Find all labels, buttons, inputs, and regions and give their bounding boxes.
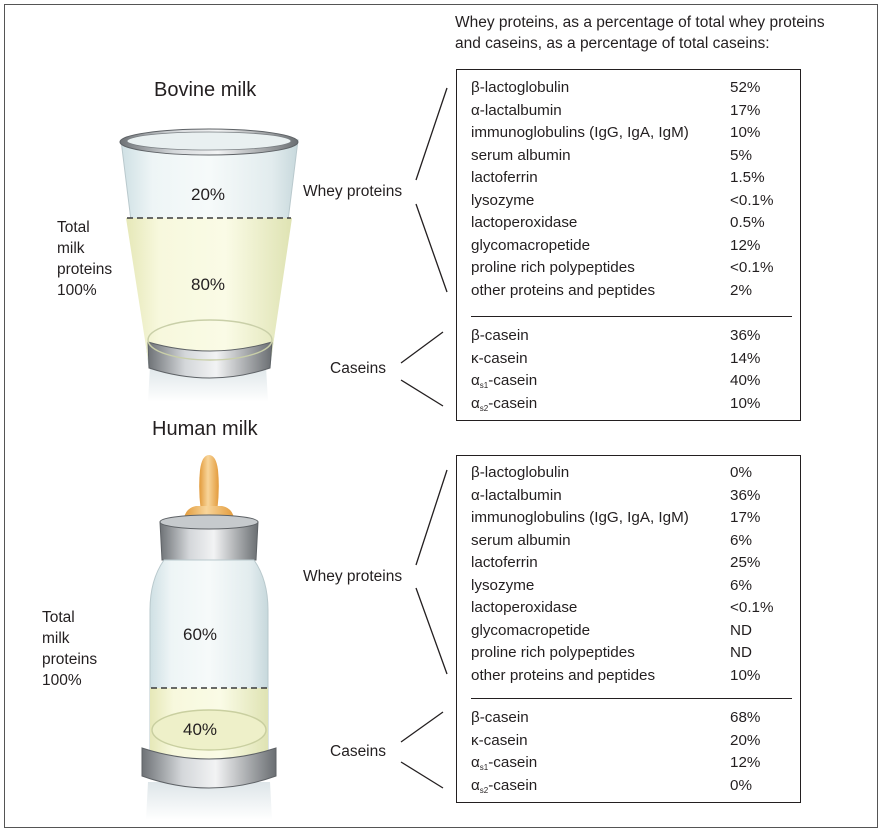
glass-icon xyxy=(120,129,298,402)
table-row: proline rich polypeptides <0.1% xyxy=(471,259,774,276)
bovine-connectors xyxy=(401,88,447,406)
human-casein-label: Caseins xyxy=(330,743,386,760)
table-row: serum albumin 5% xyxy=(471,146,752,164)
table-row: immunoglobulins (IgG, IgA, IgM) 10% xyxy=(471,124,761,141)
human-protein-table xyxy=(456,455,801,803)
bovine-casein-percent: 80% xyxy=(191,275,226,294)
table-row: immunoglobulins (IgG, IgA, IgM) 17% xyxy=(471,509,761,526)
table-row: κ-casein 20% xyxy=(471,731,761,749)
table-row: glycomacropetide ND xyxy=(471,621,752,639)
header-line-1: Whey proteins, as a percentage of total whey proteins xyxy=(455,14,825,31)
bovine-casein-label: Caseins xyxy=(330,360,386,377)
table-row: α-lactalbumin 36% xyxy=(471,486,761,504)
table-row: proline rich polypeptides ND xyxy=(471,644,752,661)
table-divider xyxy=(471,698,792,699)
table-row: β-lactoglobulin 0% xyxy=(471,464,752,481)
table-row: $\alpha_{s1}$-casein 12% xyxy=(471,754,761,772)
human-whey-label: Whey proteins xyxy=(303,568,403,585)
table-row: β-casein 36% xyxy=(471,327,761,344)
human-whey-percent: 60% xyxy=(183,625,218,644)
table-row: lysozyme 6% xyxy=(471,576,752,594)
table-row: $\alpha_{s2}$-casein 0% xyxy=(471,776,752,795)
human-title: Human milk xyxy=(152,418,258,440)
human-casein-percent: 40% xyxy=(183,720,218,739)
human-connectors xyxy=(401,470,447,788)
bovine-protein-table xyxy=(456,69,801,421)
table-row: $\alpha_{s1}$-casein 40% xyxy=(471,372,761,390)
table-row: α-lactalbumin 17% xyxy=(471,101,761,119)
bovine-title: Bovine milk xyxy=(154,79,257,101)
table-row: lactoferrin 25% xyxy=(471,554,761,571)
header-line-2: and caseins, as a percentage of total caseins: xyxy=(455,35,770,52)
bovine-whey-percent: 20% xyxy=(191,185,226,204)
table-row: lactoperoxidase <0.1% xyxy=(471,599,774,616)
table-row: lactoperoxidase 0.5% xyxy=(471,214,765,231)
table-row: other proteins and peptides 10% xyxy=(471,666,761,684)
table-row: lactoferrin 1.5% xyxy=(471,169,765,186)
table-row: β-casein 68% xyxy=(471,709,761,726)
human-total-label: Total milk proteins 100% xyxy=(42,609,98,689)
table-row: serum albumin 6% xyxy=(471,531,752,549)
table-row: β-lactoglobulin 52% xyxy=(471,79,761,96)
bovine-whey-label: Whey proteins xyxy=(303,183,403,200)
table-row: glycomacropetide 12% xyxy=(471,236,761,254)
bovine-total-label: Total milk proteins 100% xyxy=(57,219,113,299)
table-row: κ-casein 14% xyxy=(471,349,761,367)
table-divider xyxy=(471,316,792,317)
table-row: other proteins and peptides 2% xyxy=(471,281,752,299)
table-row: $\alpha_{s2}$-casein 10% xyxy=(471,394,761,413)
table-row: lysozyme <0.1% xyxy=(471,191,774,209)
